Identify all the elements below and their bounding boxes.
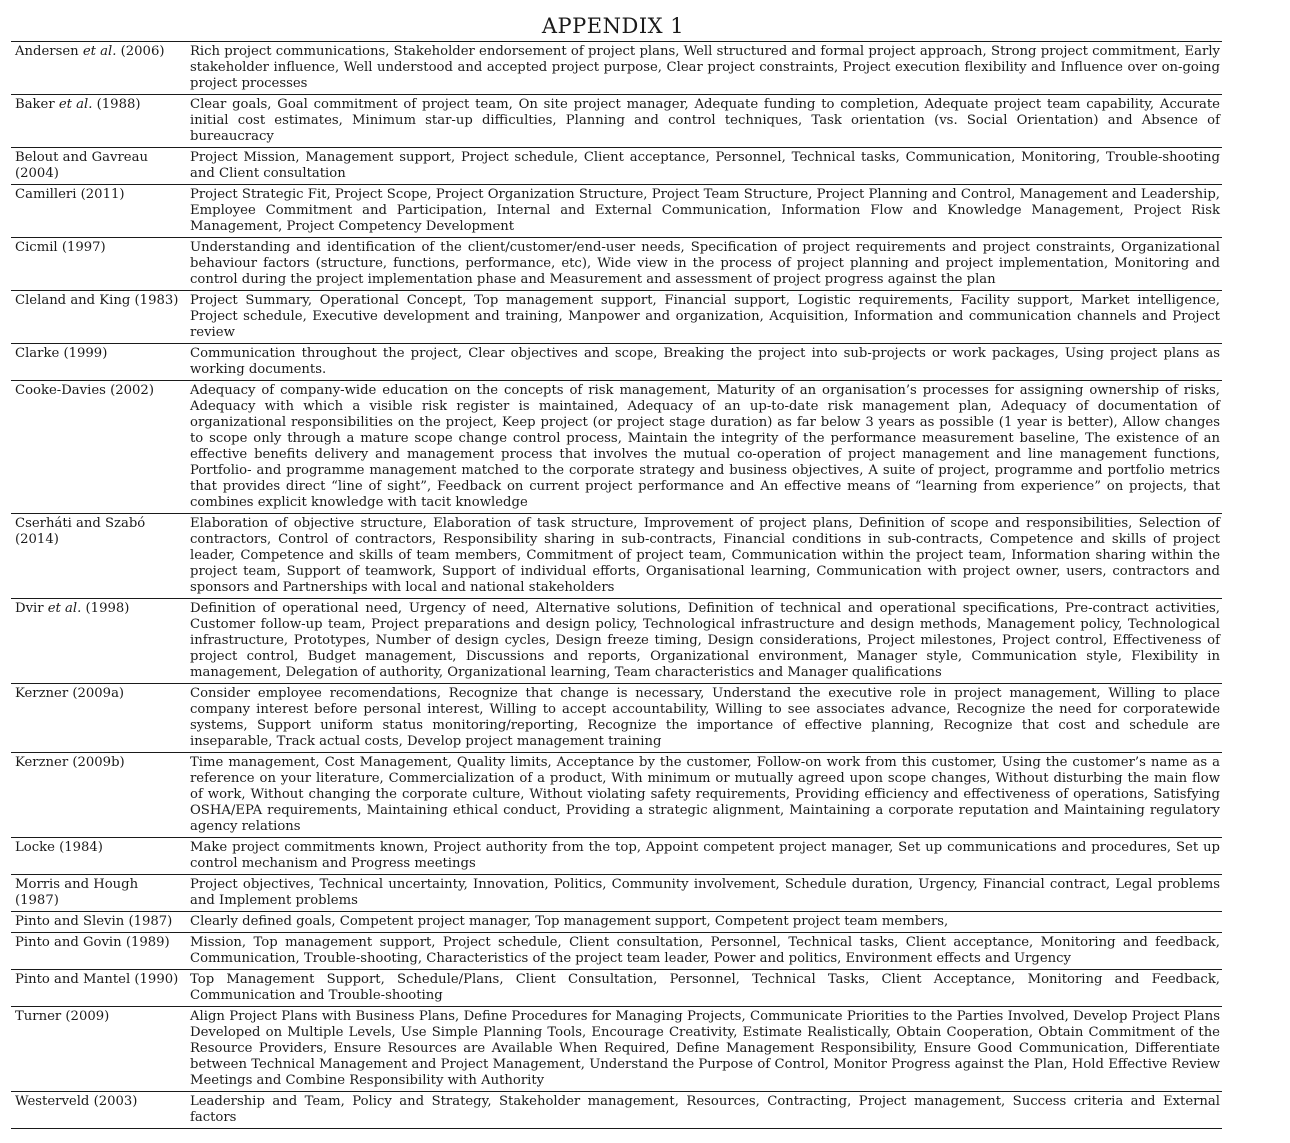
author-year: (1990) (134, 972, 179, 987)
author-year: (1983) (134, 293, 179, 308)
table-row (11, 599, 1222, 684)
table-row (11, 1092, 1222, 1129)
author-name: Belout and Gavreau (15, 150, 148, 165)
author-cell (11, 381, 187, 514)
author-year: (2004) (15, 166, 59, 181)
success-factors-cell: Adequacy of company-wide education on the concepts of risk management, Maturity of an organisation’s processes for assigning ownership of risks, Adequacy with which a visible risk register is maintained, Adequacy of an up-to-date risk management plan, Adequacy of documentation of organizational responsibilities on the project, Keep project (or project stage duration) as far below 3 years as possible (1 year is better), Allow changes to scope only through a mature scope change control process, Maintain the integrity of the performance measurement baseline, The existence of an effective benefits delivery and management process that involves the mutual co-operation of project management and line management functions, Portfolio- and programme management matched to the corporate strategy and business objectives, A suite of project, programme and portfolio metrics that provides direct “line of sight”, Feedback on current project performance and An effective means of “learning from experience” on projects, that combines explicit knowledge with tacit knowledge (190, 383, 1220, 510)
table-row (11, 970, 1222, 1007)
table-row (11, 291, 1222, 344)
author-name: Camilleri (15, 187, 77, 202)
success-factors-cell: Time management, Cost Management, Quality limits, Acceptance by the customer, Follow-on work from this customer, Using the customer’s name as a reference on your literature, Commercialization of a product, With minimum or mutually agreed upon scope changes, Without disturbing the main flow of work, Without changing the corporate culture, Without violating safety requirements, Providing efficiency and effectiveness of operations, Satisfying OSHA/EPA requirements, Maintaining ethical conduct, Providing a strategic alignment, Maintaining a corporate reputation and Maintaining regulatory agency relations (190, 755, 1220, 834)
author-cell (11, 838, 187, 875)
author-year: (1987) (128, 914, 173, 929)
author-year: (2009a) (72, 686, 125, 701)
table-row (11, 185, 1222, 238)
author-cell (11, 185, 187, 238)
success-factors-cell: Rich project communications, Stakeholder endorsement of project plans, Well structured and formal project approach, Strong project commitment, Early stakeholder influence, Well understood and accepted project purpose, Clear project constraints, Project execution flexibility and Influence over on-going project processes (190, 44, 1220, 91)
table-body (11, 42, 1222, 1129)
table-row (11, 95, 1222, 148)
table-row (11, 1007, 1222, 1092)
page-title: APPENDIX 1 (541, 14, 685, 38)
author-name: Dvir (15, 601, 44, 616)
author-cell (11, 344, 187, 381)
author-name: Locke (15, 840, 55, 855)
author-name: Pinto and Slevin (15, 914, 125, 929)
author-year: (1987) (15, 893, 59, 908)
author-year: (1989) (125, 935, 170, 950)
author-year: (2003) (93, 1094, 138, 1109)
author-name: Pinto and Mantel (15, 972, 131, 987)
table-row (11, 933, 1222, 970)
table-row (11, 381, 1222, 514)
author-name: Clarke (15, 346, 60, 361)
author-name: Kerzner (15, 686, 69, 701)
author-year: (2011) (80, 187, 125, 202)
author-cell (11, 970, 187, 1007)
author-cell (11, 599, 187, 684)
author-cell (11, 514, 187, 599)
success-factors-cell: Consider employee recomendations, Recognize that change is necessary, Understand the executive role in project management, Willing to place company interest before personal interest, Willing to accept accountability, Willing to see associates advance, Recognize the need for corporatewide systems, Support uniform status monitoring/reporting, Recognize the importance of effective planning, Recognize that cost and schedule are inseparable, Track actual costs, Develop project management training (190, 686, 1220, 749)
author-name: Cooke-Davies (15, 383, 106, 398)
table-row (11, 912, 1222, 933)
table-row (11, 753, 1222, 838)
author-cell (11, 753, 187, 838)
table-row (11, 238, 1222, 291)
success-factors-cell: Mission, Top management support, Project schedule, Client consultation, Personnel, Technical tasks, Client acceptance, Monitoring and feedback, Communication, Trouble-shooting, Characteristics of the project team leader, Power and politics, Environment effects and Urgency (190, 935, 1220, 966)
author-cell (11, 875, 187, 912)
table-row (11, 838, 1222, 875)
author-name: Cleland and King (15, 293, 131, 308)
success-factors-cell: Elaboration of objective structure, Elaboration of task structure, Improvement of project plans, Definition of scope and responsibilities, Selection of contractors, Control of contractors, Responsibility sharing in sub-contracts, Financial conditions in sub-contracts, Competence and skills of project leader, Competence and skills of team members, Commitment of project team, Communication within the project team, Information sharing within the project team, Support of teamwork, Support of individual efforts, Organisational learning, Communication with project owner, users, contractors and sponsors and Partnerships with local and national stakeholders (190, 516, 1220, 595)
table-row (11, 344, 1222, 381)
author-year: (1998) (85, 601, 130, 616)
author-cell (11, 1092, 187, 1129)
author-name: Kerzner (15, 755, 69, 770)
author-name: Baker (15, 97, 55, 112)
success-factors-cell: Clear goals, Goal commitment of project team, On site project manager, Adequate funding to completion, Adequate project team capability, Accurate initial cost estimates, Minimum star-up difficulties, Planning and control techniques, Task orientation (vs. Social Orientation) and Absence of bureaucracy (190, 97, 1220, 144)
author-year: (1997) (61, 240, 106, 255)
author-name: Andersen (15, 44, 79, 59)
success-factors-cell: Top Management Support, Schedule/Plans, Client Consultation, Personnel, Technical Tasks, Client Acceptance, Monitoring and Feedback, Communication and Trouble-shooting (190, 972, 1220, 1003)
table-row (11, 148, 1222, 185)
author-year: (1999) (63, 346, 108, 361)
author-cell (11, 933, 187, 970)
appendix-table-container (11, 41, 1222, 1129)
author-name: Cicmil (15, 240, 58, 255)
author-name: Westerveld (15, 1094, 90, 1109)
et-al-marker: et al. (82, 44, 117, 59)
success-factors-cell: Clearly defined goals, Competent project manager, Top management support, Competent project team members, (190, 914, 949, 929)
author-year: (2009b) (72, 755, 125, 770)
author-cell (11, 95, 187, 148)
success-factors-cell: Communication throughout the project, Clear objectives and scope, Breaking the project into sub-projects or work packages, Using project plans as working documents. (190, 346, 1220, 377)
author-name: Turner (15, 1009, 62, 1024)
author-cell (11, 684, 187, 753)
table-row (11, 42, 1222, 95)
appendix-table (11, 41, 1222, 1129)
success-factors-cell: Leadership and Team, Policy and Strategy, Stakeholder management, Resources, Contracting, Project management, Success criteria and External factors (190, 1094, 1220, 1125)
success-factors-cell: Definition of operational need, Urgency of need, Alternative solutions, Definition of technical and operational specifications, Pre-contract activities, Customer follow-up team, Project preparations and design policy, Technological infrastructure and design methods, Management policy, Technological infrastructure, Prototypes, Number of design cycles, Design freeze timing, Design considerations, Project milestones, Project control, Effectiveness of project control, Budget management, Discussions and reports, Organizational environment, Manager style, Communication style, Flexibility in management, Delegation of authority, Organizational learning, Team characteristics and Manager qualifications (190, 601, 1220, 680)
author-name: Pinto and Govin (15, 935, 122, 950)
success-factors-cell: Project Mission, Management support, Project schedule, Client acceptance, Personnel, Technical tasks, Communication, Monitoring, Trouble-shooting and Client consultation (190, 150, 1220, 181)
author-cell (11, 148, 187, 185)
table-row (11, 684, 1222, 753)
author-name: Morris and Hough (15, 877, 139, 892)
author-year: (2006) (120, 44, 165, 59)
author-cell (11, 1007, 187, 1092)
table-row (11, 514, 1222, 599)
author-cell (11, 291, 187, 344)
author-year: (1984) (59, 840, 103, 855)
author-year: (1988) (96, 97, 141, 112)
author-year: (2014) (15, 532, 59, 547)
et-al-marker: et al. (47, 601, 82, 616)
et-al-marker: et al. (58, 97, 93, 112)
author-cell (11, 912, 187, 933)
author-name: Cserháti and Szabó (15, 516, 146, 531)
author-cell (11, 42, 187, 95)
table-row (11, 875, 1222, 912)
success-factors-cell: Project Strategic Fit, Project Scope, Project Organization Structure, Project Team Structure, Project Planning and Control, Management and Leadership, Employee Commitment and Participation, Internal and External Communication, Information Flow and Knowledge Management, Project Risk Management, Project Competency Development (190, 187, 1220, 234)
success-factors-cell: Make project commitments known, Project authority from the top, Appoint competent project manager, Set up communications and procedures, Set up control mechanism and Progress meetings (190, 840, 1220, 871)
success-factors-cell: Align Project Plans with Business Plans, Define Procedures for Managing Projects, Communicate Priorities to the Parties Involved, Develop Project Plans Developed on Multiple Levels, Use Simple Planning Tools, Encourage Creativity, Estimate Realistically, Obtain Cooperation, Obtain Commitment of the Resource Providers, Ensure Resources are Available When Required, Define Management Responsibility, Ensure Good Communication, Differentiate between Technical Management and Project Management, Understand the Purpose of Control, Monitor Progress against the Plan, Hold Effective Review Meetings and Combine Responsibility with Authority (190, 1009, 1220, 1088)
success-factors-cell: Project objectives, Technical uncertainty, Innovation, Politics, Community involvement, Schedule duration, Urgency, Financial contract, Legal problems and Implement problems (190, 877, 1220, 908)
author-year: (2002) (110, 383, 154, 398)
success-factors-cell: Understanding and identification of the client/customer/end-user needs, Specification of project requirements and project constraints, Organizational behaviour factors (structure, functions, performance, etc), Wide view in the process of project planning and project implementation, Monitoring and control during the project implementation phase and Measurement and assessment of project progress against the plan (190, 240, 1220, 287)
author-cell (11, 238, 187, 291)
author-year: (2009) (65, 1009, 110, 1024)
success-factors-cell: Project Summary, Operational Concept, Top management support, Financial support, Logistic requirements, Facility support, Market intelligence, Project schedule, Executive development and training, Manpower and organization, Acquisition, Information and communication channels and Project review (190, 293, 1220, 340)
